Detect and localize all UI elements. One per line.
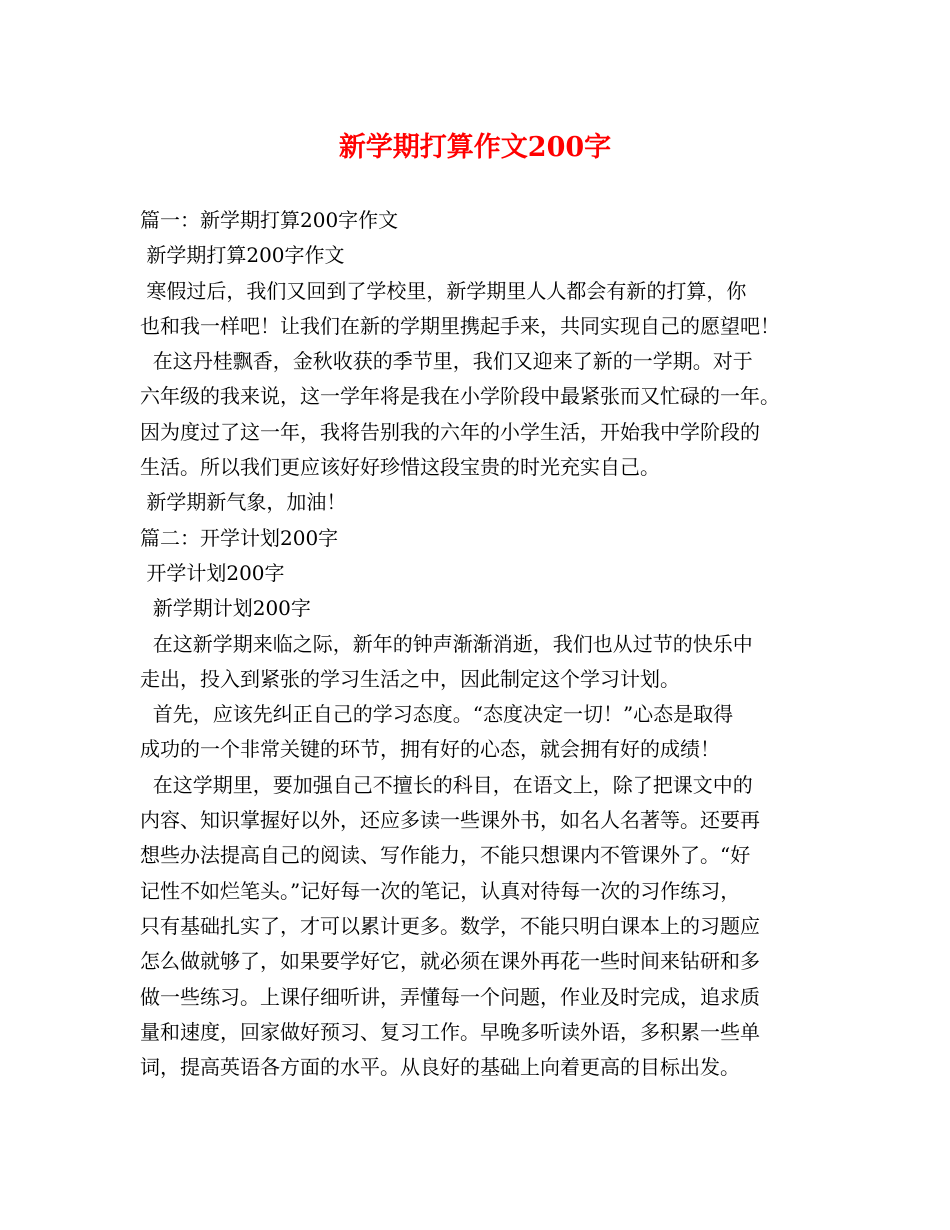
text-line: 也和我一样吧！让我们在新的学期里携起手来，共同实现自己的愿望吧！ — [140, 313, 780, 338]
text-line: 新学期计划200字 — [140, 596, 311, 621]
text-line: 新学期打算200字作文 — [140, 243, 345, 268]
text-line: 只有基础扎实了，才可以累计更多。数学，不能只明白课本上的习题应 — [140, 913, 760, 938]
text-line: 怎么做就够了，如果要学好它，就必须在课外再花一些时间来钻研和多 — [140, 949, 760, 974]
document-body — [140, 203, 820, 1085]
text-line: 在这学期里，要加强自己不擅长的科目，在语文上，除了把课文中的 — [140, 772, 753, 797]
text-line: 寒假过后，我们又回到了学校里，新学期里人人都会有新的打算，你 — [140, 278, 747, 303]
text-line: 记性不如烂笔头。”记好每一次的笔记，认真对待每一次的习作练习， — [140, 878, 741, 903]
text-line: 成功的一个非常关键的环节，拥有好的心态，就会拥有好的成绩！ — [140, 737, 720, 762]
text-line: 生活。所以我们更应该好好珍惜这段宝贵的时光充实自己。 — [140, 455, 660, 480]
text-line: 词，提高英语各方面的水平。从良好的基础上向着更高的目标出发。 — [140, 1055, 740, 1080]
text-line: 走出，投入到紧张的学习生活之中，因此制定这个学习计划。 — [140, 666, 680, 691]
text-line: 开学计划200字 — [140, 560, 285, 585]
text-line: 在这新学期来临之际，新年的钟声渐渐消逝，我们也从过节的快乐中 — [140, 631, 753, 656]
text-line: 篇一：新学期打算200字作文 — [140, 208, 399, 232]
document-title: 新学期打算作文200字 — [338, 132, 612, 163]
text-line: 篇二：开学计划200字 — [140, 525, 339, 550]
text-line: 首先，应该先纠正自己的学习态度。“态度决定一切！”心态是取得 — [140, 702, 734, 727]
text-line: 六年级的我来说，这一学年将是我在小学阶段中最紧张而又忙碌的一年。 — [140, 384, 780, 409]
text-line: 量和速度，回家做好预习、复习工作。早晚多听读外语，多积累一些单 — [140, 1019, 760, 1044]
text-line: 因为度过了这一年，我将告别我的六年的小学生活，开始我中学阶段的 — [140, 419, 760, 444]
text-line: 新学期新气象，加油！ — [140, 490, 347, 515]
text-line: 做一些练习。上课仔细听讲，弄懂每一个问题，作业及时完成，追求质 — [140, 984, 760, 1009]
text-line: 想些办法提高自己的阅读、写作能力，不能只想课内不管课外了。“好 — [140, 843, 751, 868]
text-line: 内容、知识掌握好以外，还应多读一些课外书，如名人名著等。还要再 — [140, 808, 760, 833]
text-line: 在这丹桂飘香，金秋收获的季节里，我们又迎来了新的一学期。对于 — [140, 349, 753, 374]
